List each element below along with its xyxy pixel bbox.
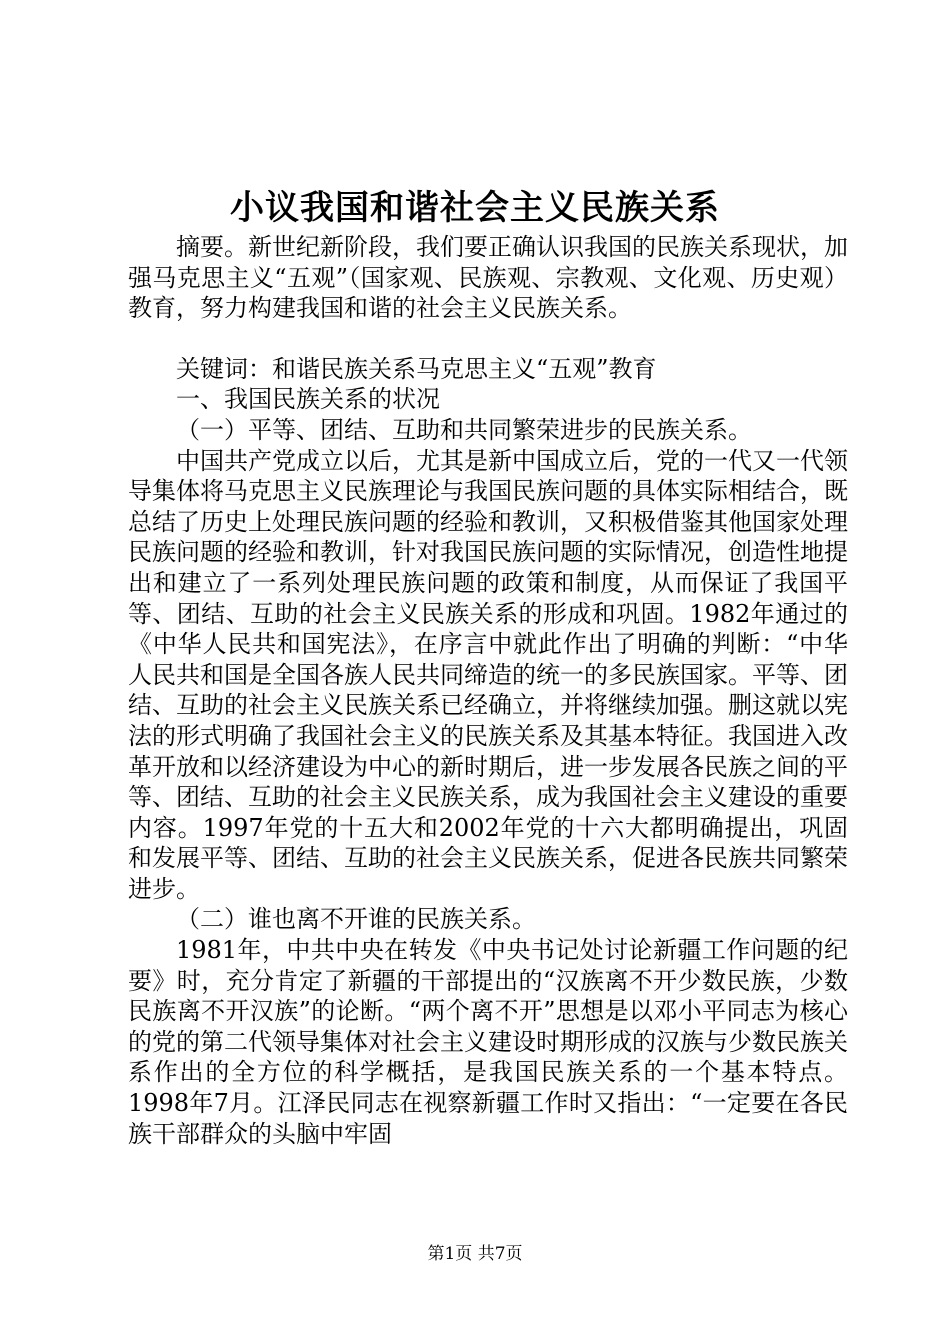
subsection-heading: （一）平等、团结、互助和共同繁荣进步的民族关系。 — [176, 415, 752, 444]
body-paragraph: 中国共产党成立以后，尤其是新中国成立后，党的一代又一代领导集体将马克思主义民族理论与我国民族问题的具体实际相结合，既总结了历史上处理民族问题的经验和教训，又积极借鉴其他国家处理民族问题的经验和教训，针对我国民族问题的实际情况，创造性地提出和建立了一系列处理民族问题的政策和制度，从而保证了我国平等、团结、互助的社会主义民族关系的形成和巩固。1982年通过的《中华人民共和国宪法》，在序言中就此作出了明确的判断：“中华人民共和国是全国各族人民共同缔造的统一的多民族国家。平等、团结、互助的社会主义民族关系已经确立，并将继续加强。删这就以宪法的形式明确了我国社会主义的民族关系及其基本特征。我国进入改革开放和以经济建设为中心的新时期后，进一步发展各民族之间的平等、团结、互助的社会主义民族关系，成为我国社会主义建设的重要内容。1997年党的十五大和2002年党的十六大都明确提出，巩固和发展平等、团结、互助的社会主义民族关系，促进各民族共同繁荣进步。 — [128, 446, 848, 903]
body-paragraph: 1981年，中共中央在转发《中央书记处讨论新疆工作问题的纪要》时，充分肯定了新疆的干部提出的“汉族离不开少数民族，少数民族离不开汉族”的论断。“两个离不开”思想是以邓小平同志为核心的党的第二代领导集体对社会主义建设时期形成的汉族与少数民族关系作出的全方位的科学概括，是我国民族关系的一个基本特点。1998年7月。江泽民同志在视察新疆工作时又指出：“一定要在各民族干部群众的头脑中牢固 — [128, 936, 848, 1148]
page-footer: 第1页 共7页 — [427, 1244, 523, 1264]
keywords-line: 关键词：和谐民族关系马克思主义“五观”教育 — [176, 354, 657, 383]
section-heading: 一、我国民族关系的状况 — [176, 385, 440, 414]
abstract-paragraph: 摘要。新世纪新阶段，我们要正确认识我国的民族关系现状，加强马克思主义“五观”（国家观、民族观、宗教观、文化观、历史观）教育，努力构建我国和谐的社会主义民族关系。 — [128, 233, 848, 323]
paragraph-gap — [128, 324, 848, 354]
document-body — [128, 232, 848, 1149]
subsection-heading: （二）谁也离不开谁的民族关系。 — [176, 905, 536, 934]
document-title: 小议我国和谐社会主义民族关系 — [230, 188, 720, 228]
